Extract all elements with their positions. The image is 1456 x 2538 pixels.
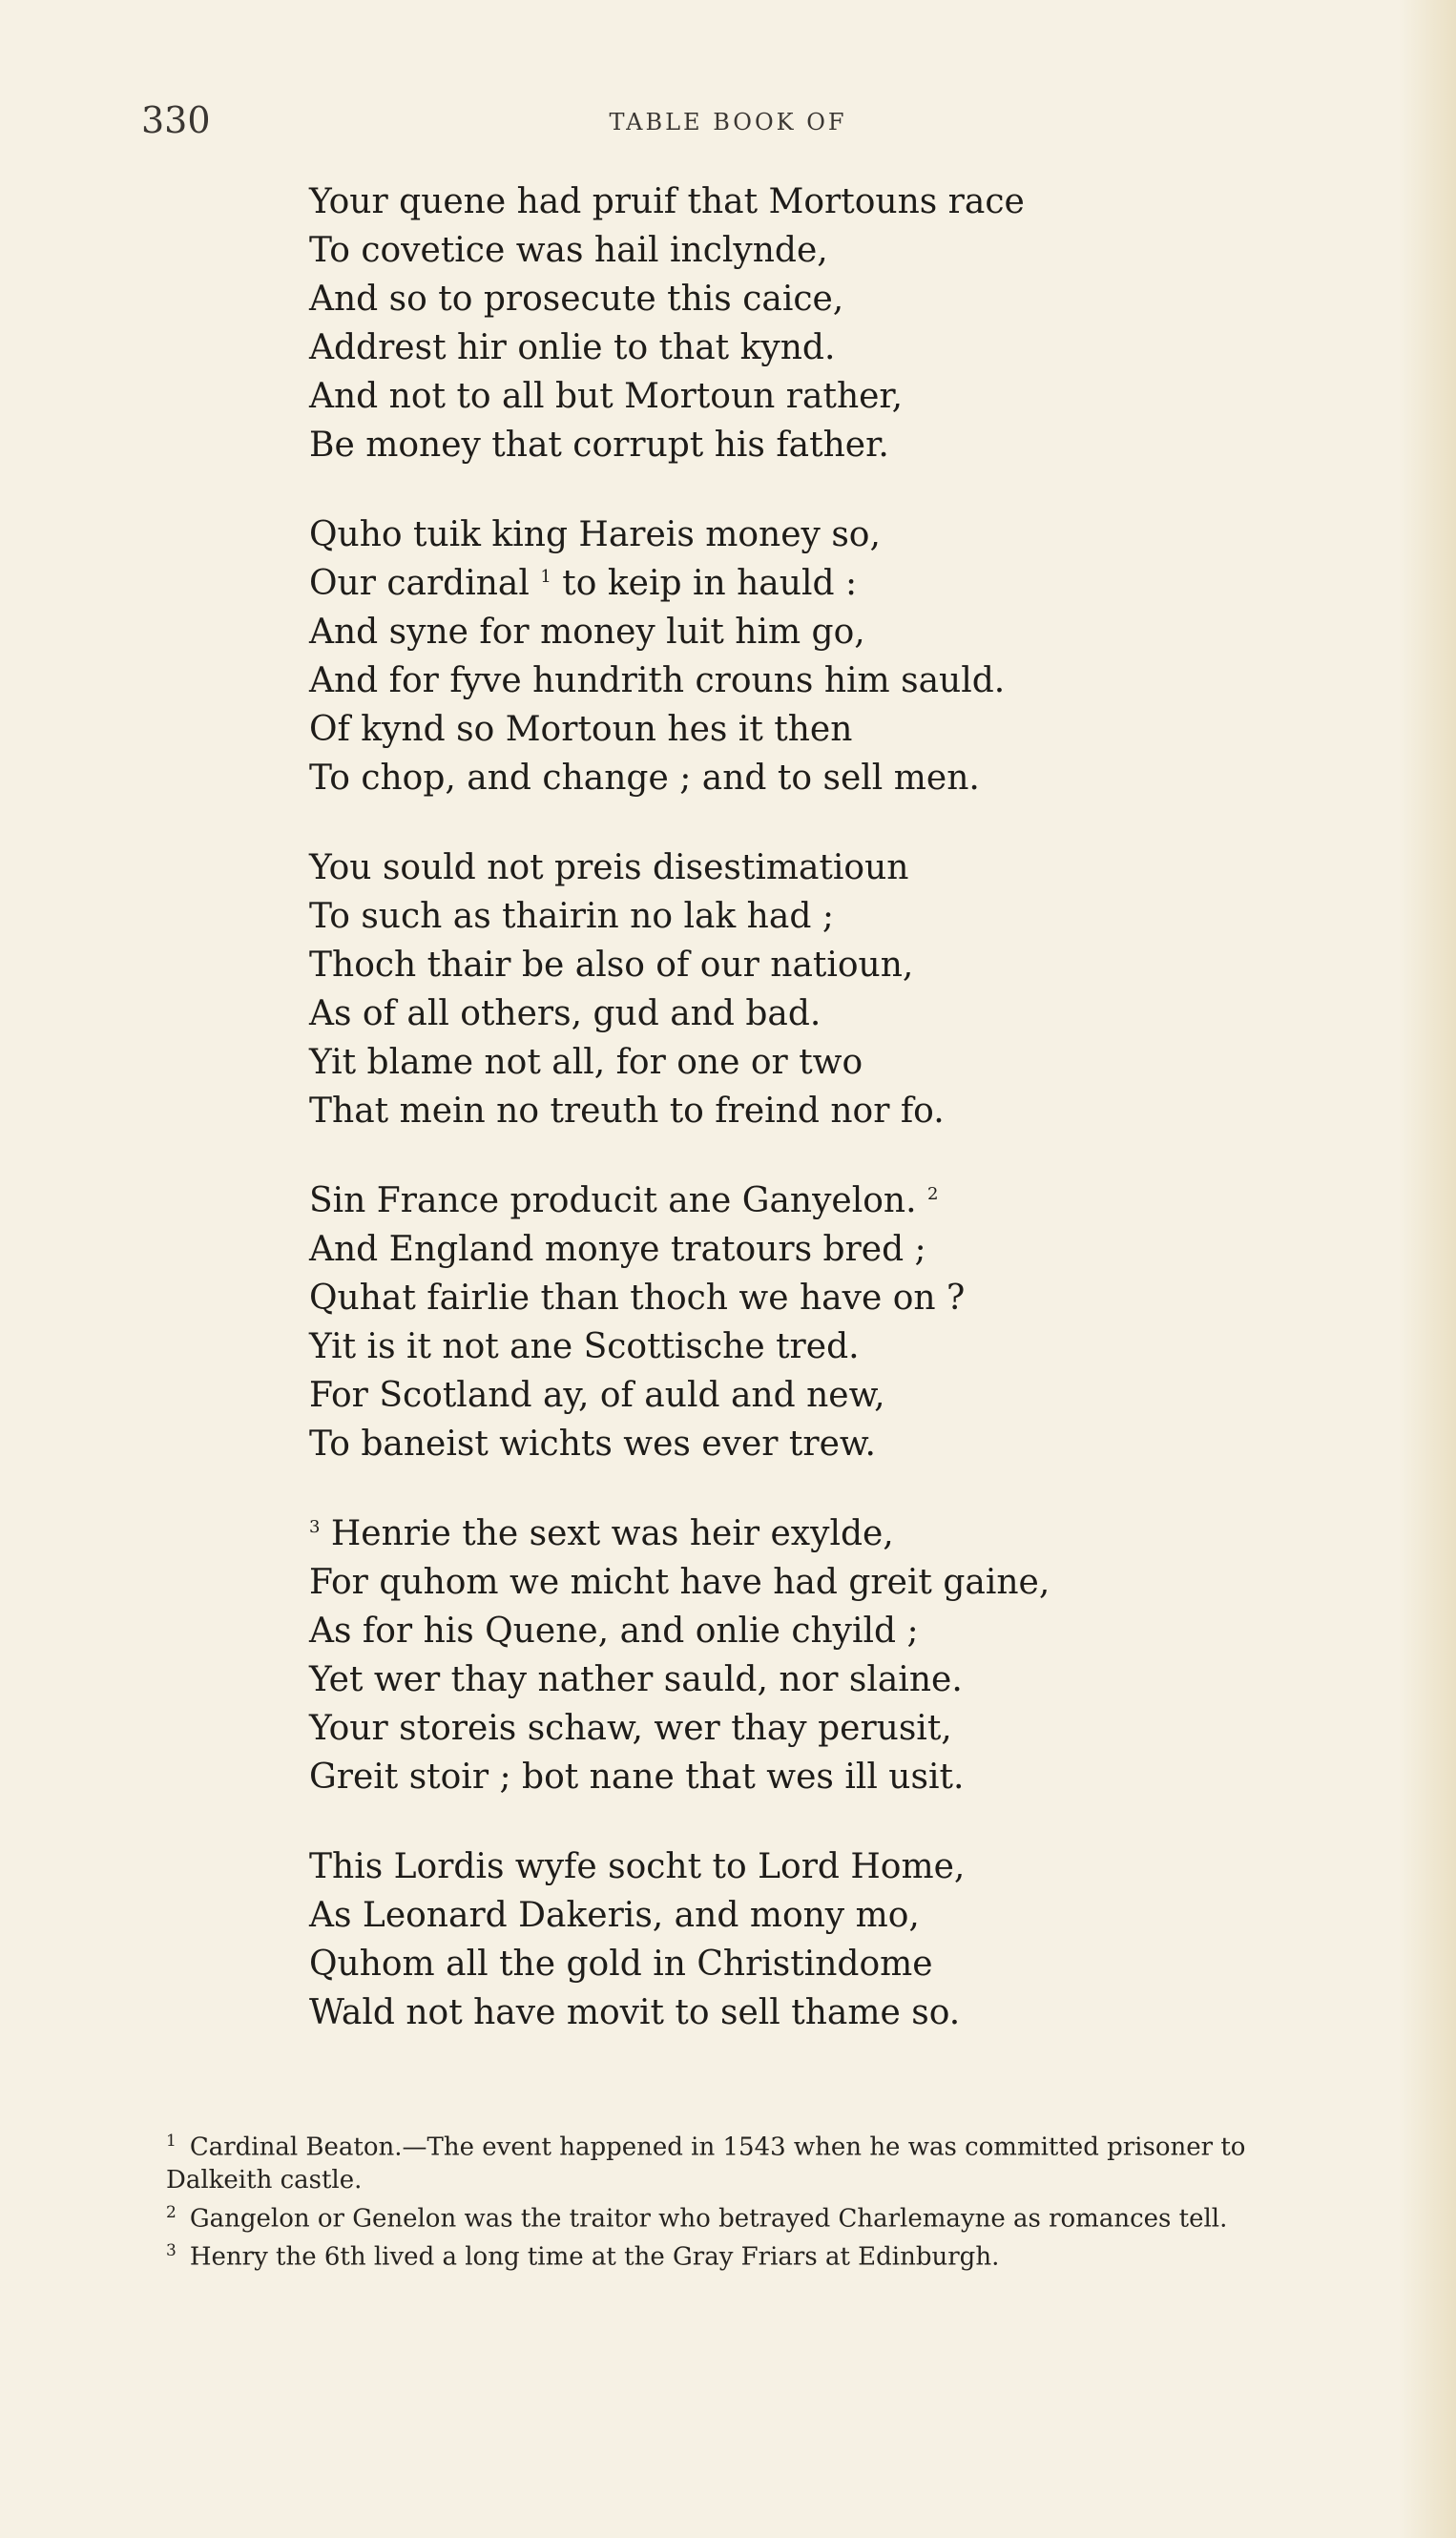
- footnote: [166, 2125, 1321, 2164]
- poem-line: [309, 1087, 1263, 1135]
- poem-line: [309, 1753, 1263, 1801]
- footnote-ref: 3: [309, 1517, 321, 1537]
- poem-line-text: To such as thairin no lak had ;: [309, 897, 834, 936]
- poem-line-text: And syne for money luit him go,: [309, 613, 865, 652]
- poem-line: [309, 510, 1263, 559]
- poem-line-text: Thoch thair be also of our natioun,: [309, 946, 914, 985]
- poem-line: [309, 421, 1263, 469]
- footnote-ref: 1: [540, 567, 551, 587]
- poem-line: [309, 656, 1263, 705]
- poem-line: [309, 275, 1263, 323]
- poem-line-text: Yit blame not all, for one or two: [309, 1043, 863, 1082]
- poem-line-text: To covetice was hail inclynde,: [309, 231, 828, 270]
- poem-line-text: Henrie the sext was heir exylde,: [320, 1514, 894, 1553]
- poem-line-text: As of all others, gud and bad.: [309, 994, 822, 1033]
- poem-line-text: To baneist wichts wes ever trew.: [309, 1425, 876, 1464]
- stanza: [309, 1176, 1263, 1468]
- footnotes: [166, 2125, 1321, 2274]
- poem-line-text: Our cardinal: [309, 564, 530, 603]
- poem-line: [309, 705, 1263, 754]
- poem-line-text: To chop, and change ; and to sell men.: [309, 759, 980, 798]
- stanza: [309, 843, 1263, 1135]
- poem-line-text: You sould not preis disestimatioun: [309, 848, 909, 887]
- footnote-mark: 2: [166, 2202, 177, 2222]
- page-edge-shadow: [1399, 0, 1456, 2538]
- poem-line-text: That mein no treuth to freind nor fo.: [309, 1092, 945, 1131]
- footnote-continuation: Dalkeith castle.: [166, 2165, 363, 2195]
- poem-line: [309, 1038, 1263, 1087]
- poem-line-text: And so to prosecute this caice,: [309, 280, 844, 319]
- poem-line: [309, 941, 1263, 989]
- footnote-mark: 3: [166, 2241, 177, 2261]
- poem-line: [309, 1842, 1263, 1891]
- poem-line: [309, 1607, 1263, 1655]
- poem-line-text: Your storeis schaw, wer thay perusit,: [309, 1709, 952, 1748]
- stanza: [309, 1842, 1263, 2037]
- poem-line-text: This Lordis wyfe socht to Lord Home,: [309, 1847, 966, 1886]
- stanza: [309, 1509, 1263, 1801]
- poem-line: [309, 989, 1263, 1038]
- footnote-text: Henry the 6th lived a long time at the Gray Friars at Edinburgh.: [189, 2242, 1000, 2272]
- poem-line: [309, 226, 1263, 275]
- poem-line-text: As for his Quene, and onlie chyild ;: [309, 1612, 919, 1651]
- running-head: TABLE BOOK OF: [609, 109, 847, 135]
- poem-line-text: For quhom we micht have had greit gaine,: [309, 1563, 1050, 1602]
- poem-line: [309, 1704, 1263, 1753]
- poem-line-text: And for fyve hundrith crouns him sauld.: [309, 661, 1006, 700]
- poem-line-text: And not to all but Mortoun rather,: [309, 377, 904, 416]
- stanza: [309, 510, 1263, 802]
- poem-line-text: Quhat fairlie than thoch we have on ?: [309, 1279, 966, 1318]
- poem-line-text: Sin France producit ane Ganyelon.: [309, 1181, 917, 1220]
- poem-line-text: Be money that corrupt his father.: [309, 426, 889, 465]
- poem-line-text: Of kynd so Mortoun hes it then: [309, 710, 853, 749]
- poem-line: [309, 1558, 1263, 1607]
- poem-line-text: And England monye tratours bred ;: [309, 1230, 926, 1269]
- poem-line: [309, 1509, 1263, 1558]
- poem-line-text: Yit is it not ane Scottische tred.: [309, 1327, 860, 1366]
- poem-line-text: As Leonard Dakeris, and mony mo,: [309, 1896, 920, 1935]
- poem-line: [309, 608, 1263, 656]
- poem-line: [309, 1988, 1263, 2037]
- poem-line-text: Yet wer thay nather sauld, nor slaine.: [309, 1660, 963, 1699]
- poem-line: [309, 892, 1263, 941]
- footnote-text: Gangelon or Genelon was the traitor who betrayed Charlemayne as romances tell.: [189, 2204, 1228, 2234]
- poem-line-text: Quhom all the gold in Christindome: [309, 1945, 933, 1984]
- page-header: [0, 99, 1456, 156]
- poem-line: [309, 323, 1263, 372]
- footnote-text: Cardinal Beaton.—The event happened in 1543 when he was committed prisoner to: [189, 2132, 1246, 2162]
- footnote-mark: 1: [166, 2132, 177, 2151]
- poem-line: [309, 559, 1263, 608]
- footnote-ref: 2: [927, 1184, 939, 1204]
- stanza: [309, 177, 1263, 469]
- poem-line: [309, 1420, 1263, 1468]
- footnote: [166, 2196, 1321, 2236]
- page-number: 330: [141, 99, 211, 141]
- poem-line: [309, 1225, 1263, 1274]
- poem-line: [309, 1176, 1263, 1225]
- poem-line-text-cont: to keip in hauld :: [551, 564, 858, 603]
- poem-line: [309, 372, 1263, 421]
- poem-line: [309, 177, 1263, 226]
- poem-line: [309, 1322, 1263, 1371]
- poem-line-text: For Scotland ay, of auld and new,: [309, 1376, 885, 1415]
- poem-line-text: Addrest hir onlie to that kynd.: [309, 328, 836, 367]
- poem-line: [309, 1655, 1263, 1704]
- poem-line: [309, 754, 1263, 802]
- poem-line-text: Greit stoir ; bot nane that wes ill usit.: [309, 1758, 965, 1797]
- poem-line: [309, 1274, 1263, 1322]
- poem-line: [309, 1371, 1263, 1420]
- poem-line-text: Your quene had pruif that Mortouns race: [309, 182, 1025, 221]
- poem-line: [309, 843, 1263, 892]
- poem-line-text: Quho tuik king Hareis money so,: [309, 515, 881, 554]
- poem-line: [309, 1891, 1263, 1940]
- poem-line: [309, 1940, 1263, 1988]
- footnote: [166, 2235, 1321, 2274]
- poem: [309, 177, 1263, 2078]
- poem-line-text: Wald not have movit to sell thame so.: [309, 1993, 961, 2032]
